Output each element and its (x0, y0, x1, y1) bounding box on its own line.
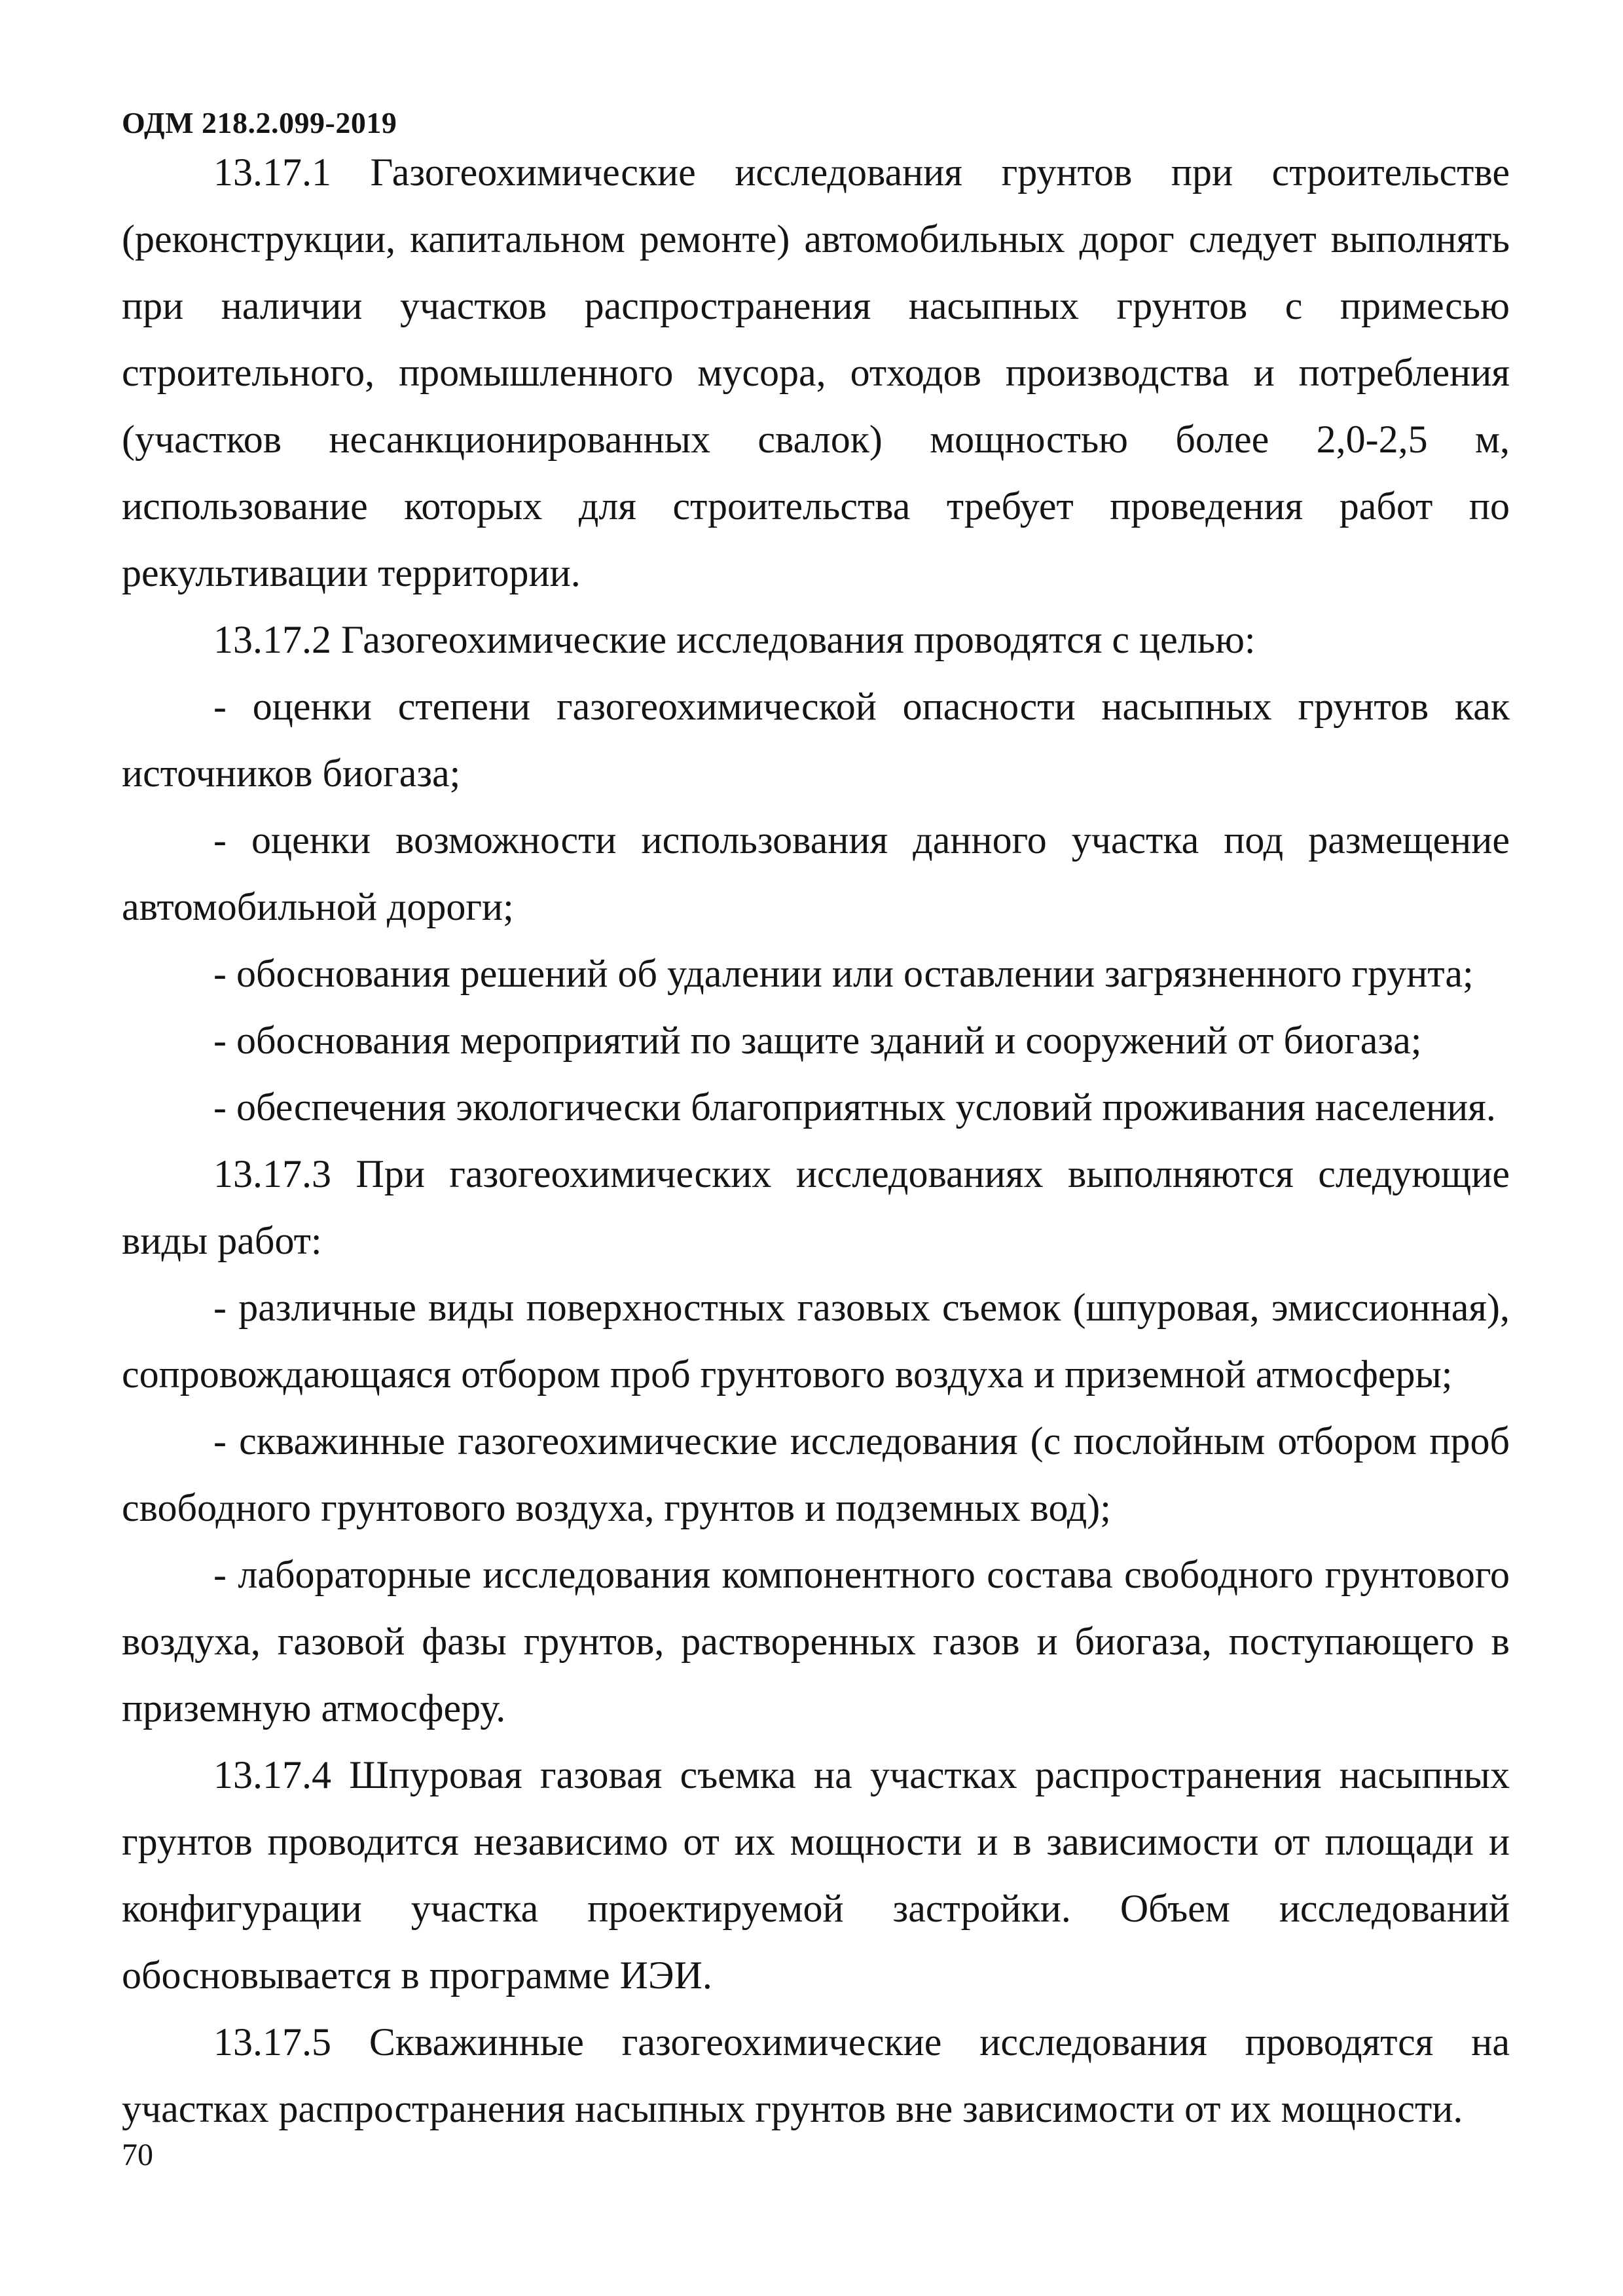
page-number: 70 (122, 2138, 153, 2172)
paragraph-13-17-5: 13.17.5 Скважинные газогеохимические исследования проводятся на участках распространения насыпных грунтов вне зависимости от их мощности. (122, 2020, 1510, 2130)
paragraph-13-17-4: 13.17.4 Шпуровая газовая съемка на участках распространения насыпных грунтов проводится независимо от их мощности и в зависимости от площади и конфигурации участка проектируемой застройки. Объем исследований обосновывается в программе ИЭИ. (122, 1753, 1510, 1997)
list-item-soil-removal: - обоснования решений об удалении или оставлении загрязненного грунта; (213, 952, 1474, 995)
list-item-ecological-conditions: - обеспечения экологически благоприятных условий проживания населения. (213, 1085, 1496, 1129)
list-item-surface-surveys: - различные виды поверхностных газовых съемок (шпуровая, эмиссионная), сопровождающаяся отбором проб грунтового воздуха и приземной атмосферы; (122, 1286, 1510, 1396)
paragraph-13-17-1: 13.17.1 Газогеохимические исследования грунтов при строительстве (реконструкции, капитальном ремонте) автомобильных дорог следует выполнять при наличии участков распространения насыпных грунтов с примесью строительного, промышленного мусора, отходов производства и потребления (участков несанкционированных свалок) мощностью более 2,0-2,5 м, использование которых для строительства требует проведения работ по рекультивации территории. (122, 151, 1510, 594)
list-item-borehole-studies: - скважинные газогеохимические исследования (с послойным отбором проб свободного грунтового воздуха, грунтов и подземных вод); (122, 1419, 1510, 1529)
document-body (122, 139, 1510, 2142)
list-item-site-usability: - оценки возможности использования данного участка под размещение автомобильной дороги; (122, 818, 1510, 928)
list-item-building-protection: - обоснования мероприятий по защите зданий и сооружений от биогаза; (213, 1019, 1422, 1062)
paragraph-13-17-2: 13.17.2 Газогеохимические исследования проводятся с целью: (213, 618, 1256, 661)
paragraph-13-17-3: 13.17.3 При газогеохимических исследованиях выполняются следующие виды работ: (122, 1152, 1510, 1262)
list-item-laboratory-studies: - лабораторные исследования компонентного состава свободного грунтового воздуха, газовой фазы грунтов, растворенных газов и биогаза, поступающего в приземную атмосферу. (122, 1553, 1510, 1730)
document-code: ОДМ 218.2.099-2019 (122, 106, 397, 139)
list-item-hazard-assessment: - оценки степени газогеохимической опасности насыпных грунтов как источников биогаза; (122, 685, 1510, 795)
